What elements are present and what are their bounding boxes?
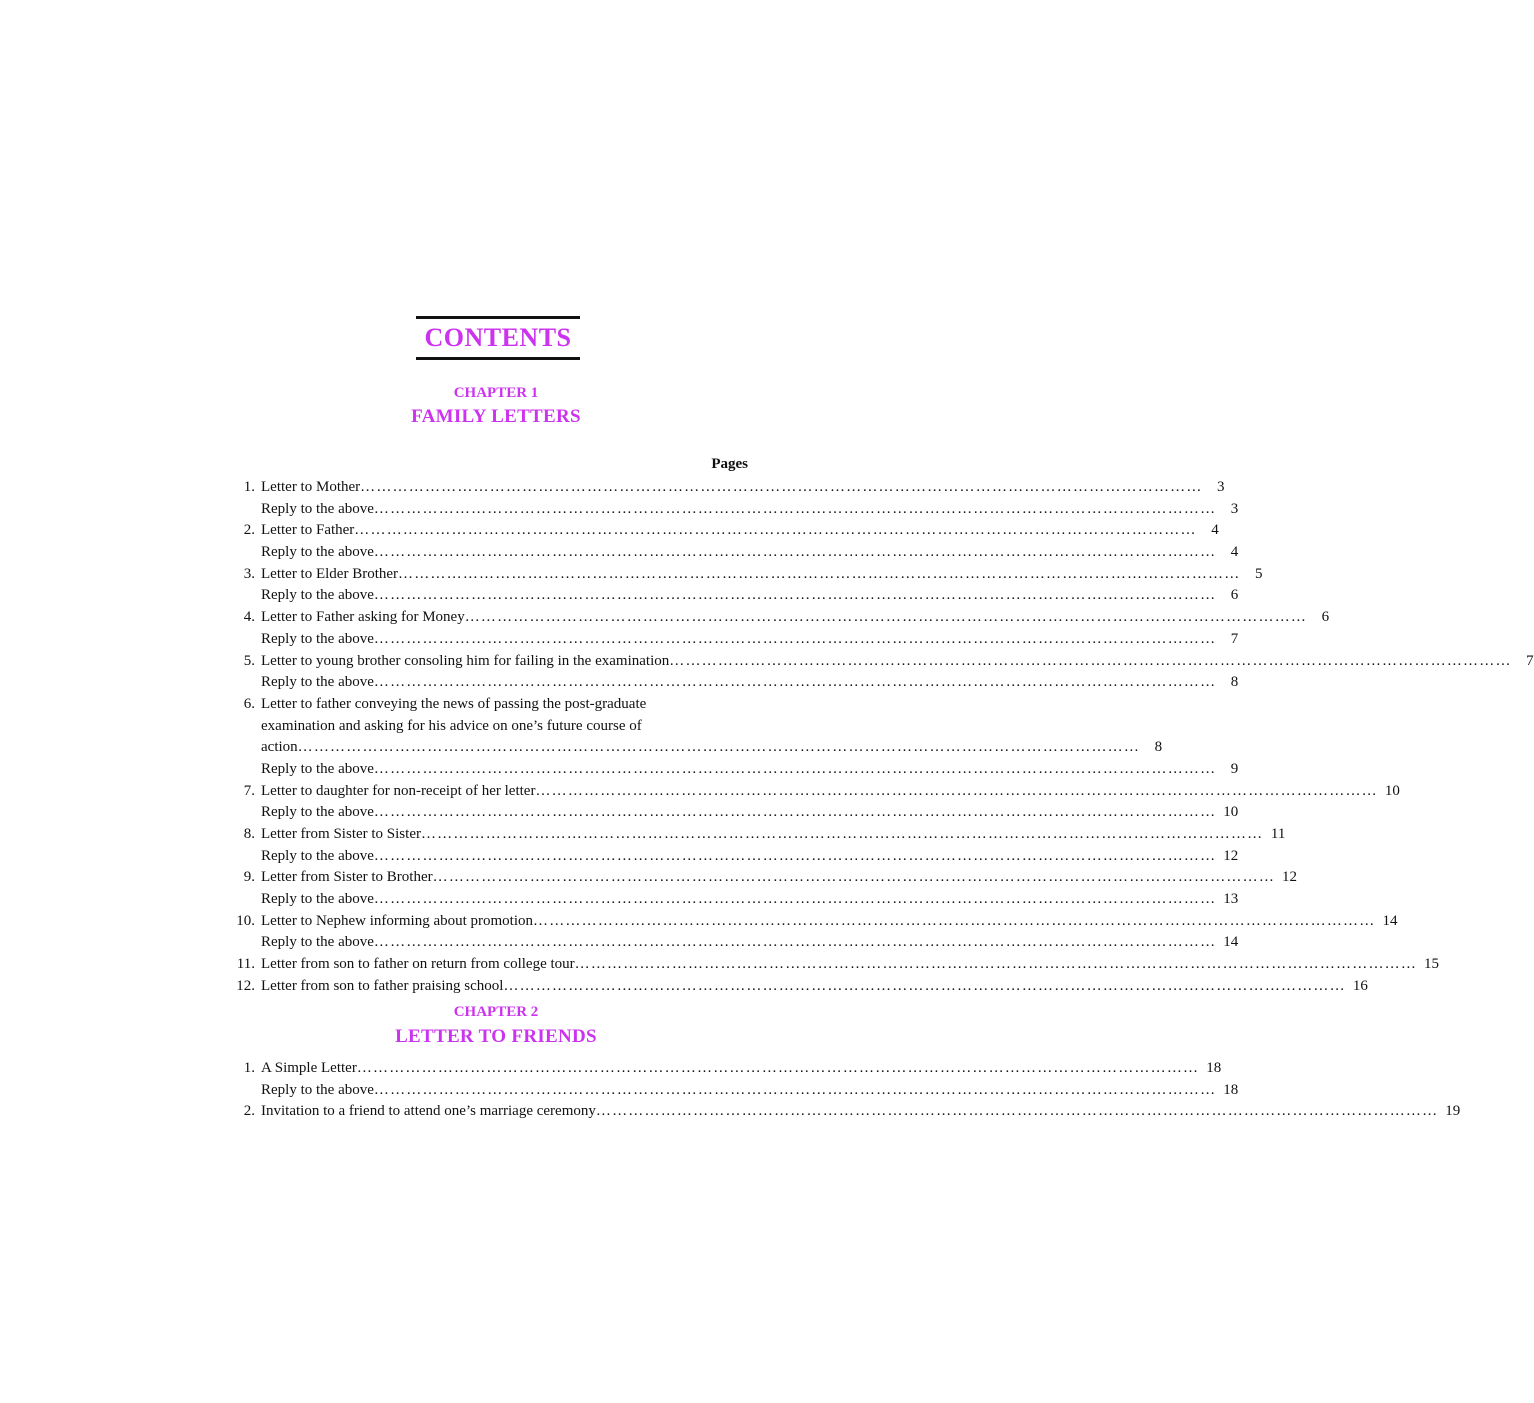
toc-entry[interactable] (230, 781, 1400, 803)
toc-entry[interactable] (230, 976, 1368, 998)
toc-entry[interactable] (230, 867, 1298, 889)
toc-entry[interactable] (230, 585, 1239, 607)
dot-leader (374, 889, 1216, 911)
toc-entry[interactable] (230, 889, 1239, 911)
entry-page-number: 16 (1352, 977, 1368, 994)
dot-leader (433, 867, 1275, 889)
entry-page-number: 14 (1223, 934, 1239, 951)
entry-page-number: 6 (1321, 609, 1330, 626)
entry-title-block (261, 694, 1162, 759)
dot-leader (360, 477, 1202, 499)
chapter-2-entries (230, 1058, 1461, 1123)
entry-page-number: 7 (1230, 630, 1239, 647)
entry-title: Reply to the above (261, 544, 374, 561)
entry-title: Reply to the above (261, 847, 374, 864)
entry-page-number: 3 (1217, 479, 1225, 495)
entry-page-number: 19 (1445, 1103, 1461, 1120)
entry-title: Reply to the above (261, 1081, 374, 1098)
dot-leader (374, 1080, 1216, 1102)
entry-page-number: 9 (1230, 760, 1239, 777)
contents-heading-box (416, 316, 580, 360)
chapter-2-number: CHAPTER 2 (453, 1004, 539, 1020)
dot-leader (374, 499, 1216, 521)
entry-title-line: examination and asking for his advice on one’s future course of (261, 717, 642, 734)
entry-number: 7. (243, 782, 255, 799)
dot-leader (374, 542, 1216, 564)
dot-leader (374, 846, 1216, 868)
toc-entry[interactable] (230, 954, 1440, 976)
entry-title: Invitation to a friend to attend one’s marriage ceremony (261, 1103, 596, 1120)
toc-entry[interactable] (230, 607, 1330, 629)
dot-leader (421, 824, 1263, 846)
toc-entry[interactable] (230, 846, 1239, 868)
contents-heading: CONTENTS (424, 323, 572, 352)
entry-number: 9. (243, 869, 255, 886)
toc-entry[interactable] (230, 651, 1534, 673)
dot-leader (357, 1058, 1199, 1080)
entry-title: Letter to Nephew informing about promotion (261, 912, 534, 929)
entry-page-number: 5 (1254, 565, 1263, 582)
entry-body (261, 889, 1238, 911)
entry-body (261, 1080, 1238, 1102)
entry-body (261, 499, 1238, 521)
dot-leader (533, 911, 1375, 933)
entry-body (261, 911, 1397, 933)
entry-number: 1. (243, 479, 255, 495)
entry-page-number: 10 (1223, 804, 1239, 821)
entry-number: 10. (236, 912, 255, 929)
toc-entry[interactable] (230, 499, 1239, 521)
entry-body (261, 1058, 1221, 1080)
entry-title: Reply to the above (261, 674, 374, 691)
entry-title: Reply to the above (261, 804, 374, 821)
entry-body (261, 954, 1439, 976)
entry-title: A Simple Letter (261, 1060, 357, 1076)
entry-number: 11. (236, 956, 255, 973)
dot-leader (374, 629, 1216, 651)
entry-body (261, 867, 1297, 889)
toc-entry[interactable] (230, 1080, 1239, 1102)
toc-entry[interactable] (230, 802, 1239, 824)
entry-body (261, 932, 1238, 954)
entry-title: Reply to the above (261, 500, 374, 517)
toc-entry[interactable] (230, 629, 1239, 651)
entry-body (261, 824, 1285, 846)
dot-leader (354, 520, 1196, 542)
toc-entry[interactable] (230, 520, 1219, 542)
entry-page-number: 14 (1382, 912, 1398, 929)
entry-page-number: 12 (1282, 869, 1298, 886)
entry-title: action (261, 739, 298, 756)
entry-body (261, 564, 1262, 586)
entry-body (261, 607, 1329, 629)
entry-page-number: 7 (1526, 652, 1534, 669)
dot-leader (374, 802, 1216, 824)
entry-title: Letter from son to father on return from college tour (261, 956, 575, 973)
chapter-1-name: FAMILY LETTERS (411, 406, 581, 427)
entry-number: 4. (243, 609, 255, 626)
entry-title-last-line (261, 737, 1162, 759)
entry-page-number: 3 (1230, 500, 1239, 517)
entry-body (261, 542, 1238, 564)
entry-title: Letter to Mother (261, 479, 361, 495)
entry-page-number: 8 (1154, 739, 1163, 756)
entry-body (261, 672, 1238, 694)
entry-page-number: 6 (1230, 587, 1239, 604)
toc-entry[interactable] (230, 694, 1163, 759)
entry-number: 8. (243, 826, 255, 842)
entry-body (261, 781, 1400, 803)
entry-page-number: 4 (1211, 522, 1219, 539)
entry-page-number: 15 (1424, 956, 1440, 973)
entry-page-number: 12 (1223, 847, 1239, 864)
entry-title: Letter from son to father praising school (261, 977, 504, 994)
entry-number: 6. (243, 695, 255, 712)
entry-number: 5. (243, 652, 255, 669)
entry-number: 1. (243, 1060, 255, 1076)
dot-leader (575, 954, 1417, 976)
dot-leader (374, 585, 1216, 607)
entry-title: Letter to Father asking for Money (261, 609, 465, 626)
entry-page-number: 13 (1223, 891, 1239, 908)
entry-page-number: 4 (1230, 544, 1239, 561)
entry-title: Letter to young brother consoling him for failing in the examination (261, 652, 670, 669)
chapter-1-entries (230, 477, 1534, 998)
entry-body (261, 477, 1225, 499)
toc-entry[interactable] (230, 824, 1286, 846)
entry-title: Reply to the above (261, 934, 374, 951)
entry-body (261, 651, 1534, 673)
entry-page-number: 8 (1230, 674, 1239, 691)
toc-entry[interactable] (230, 564, 1263, 586)
toc-entry[interactable] (230, 759, 1239, 781)
entry-number: 3. (243, 565, 255, 582)
entry-page-number: 18 (1206, 1060, 1222, 1076)
toc-entry[interactable] (230, 932, 1239, 954)
entry-page-number: 18 (1223, 1081, 1239, 1098)
dot-leader (298, 737, 1140, 759)
entry-body (261, 629, 1238, 651)
dot-leader (398, 564, 1240, 586)
entry-title: Letter from Sister to Brother (261, 869, 433, 886)
entry-body (261, 802, 1238, 824)
chapter-1-number: CHAPTER 1 (453, 385, 539, 401)
entry-body (261, 976, 1368, 998)
toc-entry[interactable] (230, 672, 1239, 694)
entry-page-number: 10 (1384, 782, 1400, 799)
entry-title: Reply to the above (261, 891, 374, 908)
dot-leader (374, 932, 1216, 954)
entry-title: Letter to Father (261, 522, 355, 539)
pages-column-label: Pages (711, 456, 748, 472)
entry-title: Reply to the above (261, 587, 374, 604)
chapter-2-name: LETTER TO FRIENDS (395, 1026, 597, 1047)
entry-body (261, 1101, 1460, 1123)
entry-title: Reply to the above (261, 630, 374, 647)
entry-body (261, 759, 1238, 781)
dot-leader (669, 651, 1511, 673)
dot-leader (374, 759, 1216, 781)
dot-leader (465, 607, 1307, 629)
toc-entry[interactable] (230, 542, 1239, 564)
toc-entry[interactable] (230, 911, 1398, 933)
entry-body (261, 520, 1219, 542)
entry-number: 12. (236, 977, 255, 994)
entry-title: Letter from Sister to Sister (261, 826, 421, 842)
entry-body (261, 585, 1238, 607)
toc-entry[interactable] (230, 1058, 1222, 1080)
entry-title-line: Letter to father conveying the news of passing the post-graduate (261, 695, 647, 712)
dot-leader (374, 672, 1216, 694)
entry-title: Letter to daughter for non-receipt of her letter (261, 782, 536, 799)
entry-number: 2. (243, 522, 255, 539)
entry-page-number: 11 (1270, 826, 1286, 842)
dot-leader (596, 1101, 1438, 1123)
dot-leader (535, 781, 1377, 803)
dot-leader (503, 976, 1345, 998)
entry-title: Reply to the above (261, 760, 374, 777)
toc-entry[interactable] (230, 1101, 1461, 1123)
entry-number: 2. (243, 1103, 255, 1120)
entry-title: Letter to Elder Brother (261, 565, 399, 582)
entry-body (261, 846, 1238, 868)
toc-entry[interactable] (230, 477, 1225, 499)
